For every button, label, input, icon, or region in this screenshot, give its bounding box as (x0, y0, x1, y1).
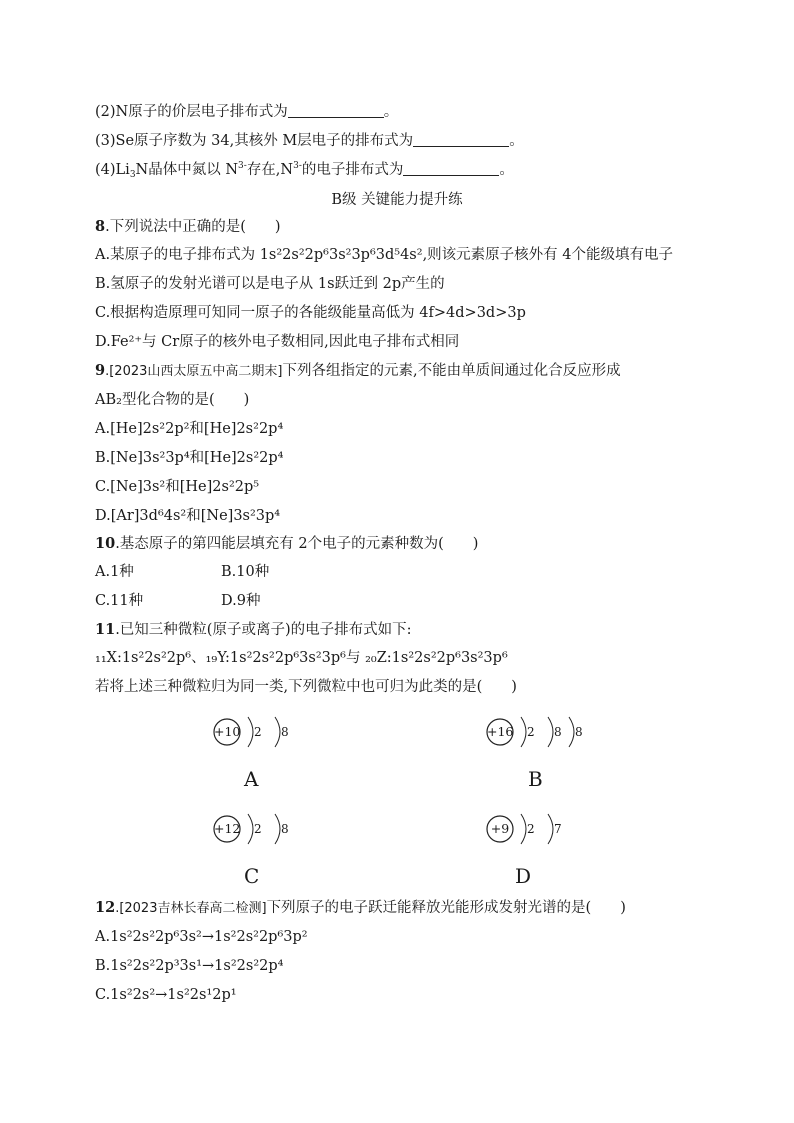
q10-option-a[interactable]: A.1种 (95, 564, 134, 580)
q8-stem (95, 217, 281, 237)
atom-diagram-b[interactable] (485, 713, 595, 753)
question-number: 12 (95, 899, 116, 916)
nucleus-charge: +10 (214, 724, 241, 739)
q7-part4-text-b: N晶体中氮以 N (135, 162, 239, 178)
question-number: 9 (95, 362, 106, 379)
shell-electrons: 8 (281, 822, 289, 836)
question-number: 11 (95, 621, 116, 638)
q7-part2-end: 。 (383, 104, 399, 120)
shell-electrons: 2 (527, 725, 535, 739)
q7-part2-text: (2)N原子的价层电子排布式为 (95, 104, 288, 120)
shell-electrons: 7 (554, 822, 562, 836)
q11-formula: ₁₁X:1s²2s²2p⁶、₁₉Y:1s²2s²2p⁶3s²3p⁶与 ₂₀Z:1s²2s²2p⁶3s²3p⁶ (95, 650, 508, 666)
q9-option-d[interactable]: D.[Ar]3d⁶4s²和[Ne]3s²3p⁴ (95, 508, 281, 524)
section-heading: B级 关键能力提升练 (331, 192, 463, 208)
q8-stem-text: .下列说法中正确的是( ) (105, 219, 281, 235)
q7-part2 (95, 102, 398, 122)
answer-blank[interactable] (288, 103, 384, 118)
q7-part3-end: 。 (509, 133, 524, 149)
nucleus-charge: +16 (487, 724, 514, 739)
shell-electrons: 8 (281, 725, 289, 739)
option-label: C (244, 864, 260, 888)
nucleus-charge: +12 (214, 821, 241, 836)
q7-part4 (95, 160, 514, 180)
q9-stem (95, 361, 621, 382)
shell-electrons: 2 (527, 822, 535, 836)
q8-option-b[interactable]: B.氢原子的发射光谱可以是电子从 1s跃迁到 2p产生的 (95, 276, 445, 292)
q10-option-d[interactable]: D.9种 (221, 593, 261, 609)
q10-stem-text: .基态原子的第四能层填充有 2个电子的元素种数为( ) (115, 536, 479, 552)
option-label: D (515, 864, 532, 888)
q9-option-b[interactable]: B.[Ne]3s²3p⁴和[He]2s²2p⁴ (95, 450, 284, 466)
q7-part4-sup2: 3- (293, 161, 302, 171)
q12-stem (95, 898, 626, 919)
question-source: .[2023山西太原五中高二期末] (105, 364, 283, 379)
q11-stem-2: 若将上述三种微粒归为同一类,下列微粒中也可归为此类的是( ) (95, 679, 517, 695)
q10-option-c[interactable]: C.11种 (95, 593, 144, 609)
nucleus-charge: +9 (490, 821, 510, 836)
shell-electrons: 2 (254, 725, 262, 739)
q7-part4-end: 。 (499, 162, 514, 178)
q9-stem-text: 下列各组指定的元素,不能由单质间通过化合反应形成 (282, 363, 621, 379)
option-label: A (244, 767, 259, 791)
q9-option-a[interactable]: A.[He]2s²2p²和[He]2s²2p⁴ (95, 421, 284, 437)
question-number: 10 (95, 535, 116, 552)
shell-electrons: 8 (575, 725, 583, 739)
atom-diagram-c[interactable] (212, 810, 322, 850)
q12-option-a[interactable]: A.1s²2s²2p⁶3s²→1s²2s²2p⁶3p² (95, 929, 308, 945)
q7-part4-text-d: 的电子排布式为 (301, 162, 404, 178)
answer-blank[interactable] (403, 161, 499, 176)
q11-stem (95, 620, 412, 640)
q12-stem-text: 下列原子的电子跃迁能释放光能形成发射光谱的是( ) (266, 900, 626, 916)
question-number: 8 (95, 218, 106, 235)
q10-stem (95, 534, 478, 554)
atom-diagram-d[interactable] (485, 810, 595, 850)
option-label: B (528, 767, 543, 791)
q7-part4-sub: 3 (129, 170, 136, 180)
q9-option-c[interactable]: C.[Ne]3s²和[He]2s²2p⁵ (95, 479, 260, 495)
shell-electrons: 8 (554, 725, 562, 739)
q12-option-b[interactable]: B.1s²2s²2p³3s¹→1s²2s²2p⁴ (95, 958, 284, 974)
q7-part4-text-a: (4)Li (95, 162, 130, 178)
q8-option-d[interactable]: D.Fe²⁺与 Cr原子的核外电子数相同,因此电子排布式相同 (95, 334, 460, 350)
q7-part4-text-c: 存在,N (246, 162, 294, 178)
q12-option-c[interactable]: C.1s²2s²→1s²2s¹2p¹ (95, 987, 237, 1003)
shell-electrons: 2 (254, 822, 262, 836)
q7-part3 (95, 131, 524, 151)
q8-option-c[interactable]: C.根据构造原理可知同一原子的各能级能量高低为 4f>4d>3d>3p (95, 305, 526, 321)
q10-option-b[interactable]: B.10种 (221, 564, 270, 580)
q9-stem-2: AB₂型化合物的是( ) (95, 392, 250, 408)
q11-stem-text: .已知三种微粒(原子或离子)的电子排布式如下: (115, 622, 412, 638)
atom-diagram-a[interactable] (212, 713, 322, 753)
question-source: .[2023吉林长春高二检测] (115, 901, 267, 916)
answer-blank[interactable] (413, 132, 509, 147)
q8-option-a[interactable]: A.某原子的电子排布式为 1s²2s²2p⁶3s²3p⁶3d⁵4s²,则该元素原子核外有 4个能级填有电子 (95, 247, 674, 263)
q7-part4-sup1: 3- (238, 161, 247, 171)
q7-part3-text: (3)Se原子序数为 34,其核外 M层电子的排布式为 (95, 133, 414, 149)
